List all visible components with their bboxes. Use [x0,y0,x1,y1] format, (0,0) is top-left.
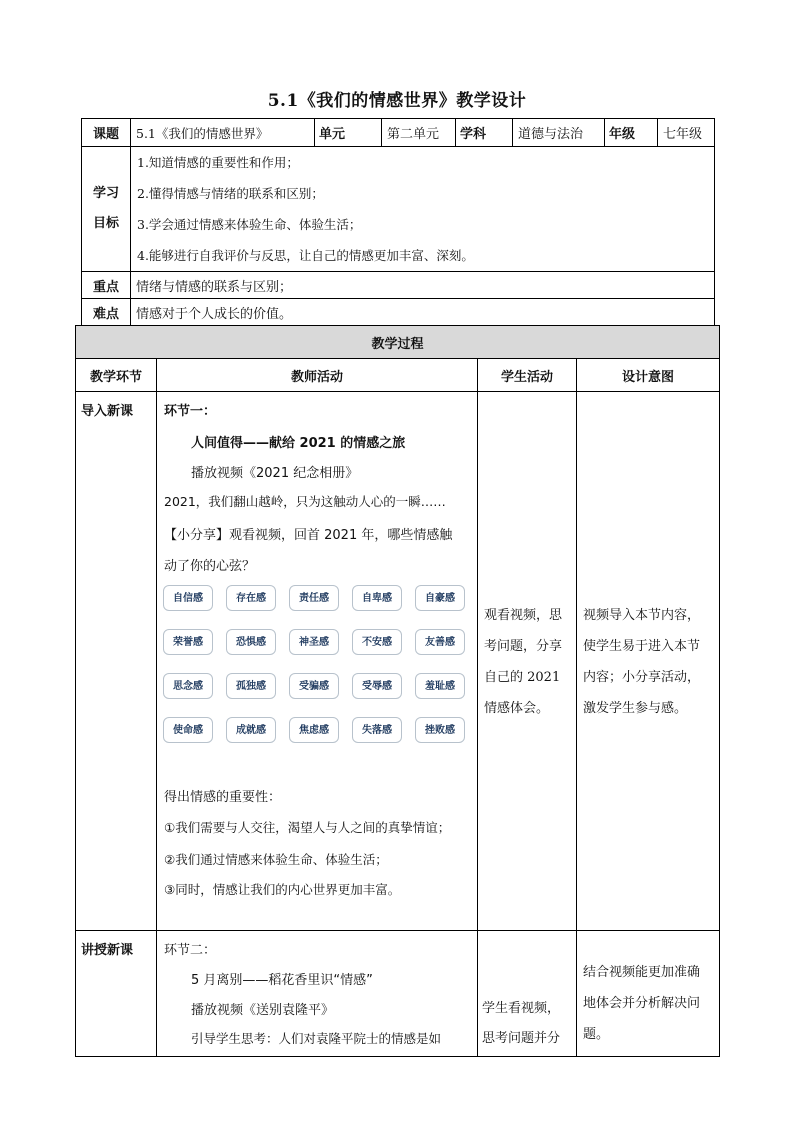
intent-line: 结合视频能更加准确 [583,965,701,980]
share-line-2: 动了你的心弦？ [164,559,256,574]
emotion-chip: 自豪感 [415,585,465,611]
value-topic: 5.1《我们的情感世界》 [131,119,315,147]
label-unit: 单元 [315,119,382,147]
video-line: 播放视频《2021 纪念相册》 [191,466,359,481]
label-difficulty: 难点 [82,299,131,326]
teaching-process-table [75,325,720,1057]
col-teacher-header: 教师活动 [157,359,478,392]
goal-item: 1.知道情感的重要性和作用； [137,155,299,170]
goal-item: 2.懂得情感与情绪的联系和区别； [137,186,324,201]
importance-point-2: ②我们通过情感来体验生命、体验生活； [164,852,388,867]
emotion-chip: 荣誉感 [163,629,213,655]
emotion-chip: 成就感 [226,717,276,743]
col-intent-header: 设计意图 [577,359,720,392]
emotion-chip: 神圣感 [289,629,339,655]
label-goals-line1: 学习 [92,186,119,201]
emotion-chip: 挫败感 [415,717,465,743]
emotion-chip: 失落感 [352,717,402,743]
importance-point-3: ③同时，情感让我们的内心世界更加丰富。 [164,882,401,897]
col-stage-header: 教学环节 [76,359,157,392]
value-difficulty: 情感对于个人成长的价值。 [131,299,715,326]
value-unit: 第二单元 [382,119,456,147]
teacher-activity-2 [157,931,478,1057]
student-activity-2 [478,931,577,1057]
student-line: 观看视频，思 [484,608,563,623]
emotion-chip: 受骗感 [289,673,339,699]
intent-line: 激发学生参与感。 [583,701,688,716]
intro-line: 2021，我们翻山越岭，只为这触动人心的一瞬…… [164,494,446,509]
document-title: 5.1《我们的情感世界》教学设计 [267,91,527,111]
teacher-activity-1 [157,392,478,931]
goals-list [131,147,715,272]
student-line: 考问题，分享 [484,639,563,654]
student-activity-1 [478,392,577,931]
design-intent-1 [577,392,720,931]
section-heading: 环节一： [164,404,217,419]
emotion-chip: 友善感 [415,629,465,655]
student-line: 学生看视频， [482,1001,561,1016]
label-topic: 课题 [82,119,131,147]
label-subject: 学科 [456,119,513,147]
importance-title: 得出情感的重要性： [164,790,282,805]
student-line: 情感体会。 [484,701,550,716]
value-grade: 七年级 [658,119,715,147]
emotion-chip: 孤独感 [226,673,276,699]
emotion-chip: 受辱感 [352,673,402,699]
stage-new-lesson: 讲授新课 [76,931,157,1057]
label-goals [82,147,131,272]
emotion-chip: 羞耻感 [415,673,465,699]
label-goals-line2: 目标 [92,216,119,231]
emotion-chip: 焦虑感 [289,717,339,743]
emotion-chip: 自卑感 [352,585,402,611]
col-student-header: 学生活动 [478,359,577,392]
emotion-chip: 使命感 [163,717,213,743]
guide-line: 引导学生思考：人们对袁隆平院士的情感是如 [191,1031,442,1046]
value-key-point: 情绪与情感的联系与区别； [131,272,715,299]
video-line: 播放视频《送别袁隆平》 [191,1003,335,1018]
emotion-chip: 存在感 [226,585,276,611]
goal-item: 4.能够进行自我评价与反思，让自己的情感更加丰富、深刻。 [137,248,474,263]
goal-item: 3.学会通过情感来体验生命、体验生活； [137,217,362,232]
emotion-chip: 思念感 [163,673,213,699]
stage-intro: 导入新课 [76,392,157,931]
student-line: 自己的 2021 [484,670,561,685]
label-key-point: 重点 [82,272,131,299]
emotion-chip-grid [163,585,473,765]
section-heading: 环节二： [164,943,217,958]
importance-point-1: ①我们需要与人交往，渴望人与人之间的真挚情谊； [164,820,451,835]
process-header: 教学过程 [76,326,720,359]
label-grade: 年级 [605,119,658,147]
intent-line: 内容；小分享活动， [583,670,701,685]
section-theme: 人间值得——献给 2021 的情感之旅 [191,436,406,451]
lesson-info-table [81,118,715,326]
emotion-chip: 自信感 [163,585,213,611]
emotion-chip: 责任感 [289,585,339,611]
emotion-chip: 不安感 [352,629,402,655]
intent-line: 视频导入本节内容， [583,608,701,623]
emotion-chip: 恐惧感 [226,629,276,655]
design-intent-2 [577,931,720,1057]
student-line: 思考问题并分 [482,1031,561,1046]
intent-line: 题。 [583,1027,610,1042]
value-subject: 道德与法治 [513,119,605,147]
share-line-1: 【小分享】观看视频，回首 2021 年，哪些情感触 [164,528,453,543]
intent-line: 使学生易于进入本节 [583,639,701,654]
section-theme: 5 月离别——稻花香里识“情感” [191,973,373,988]
intent-line: 地体会并分析解决问 [583,996,701,1011]
